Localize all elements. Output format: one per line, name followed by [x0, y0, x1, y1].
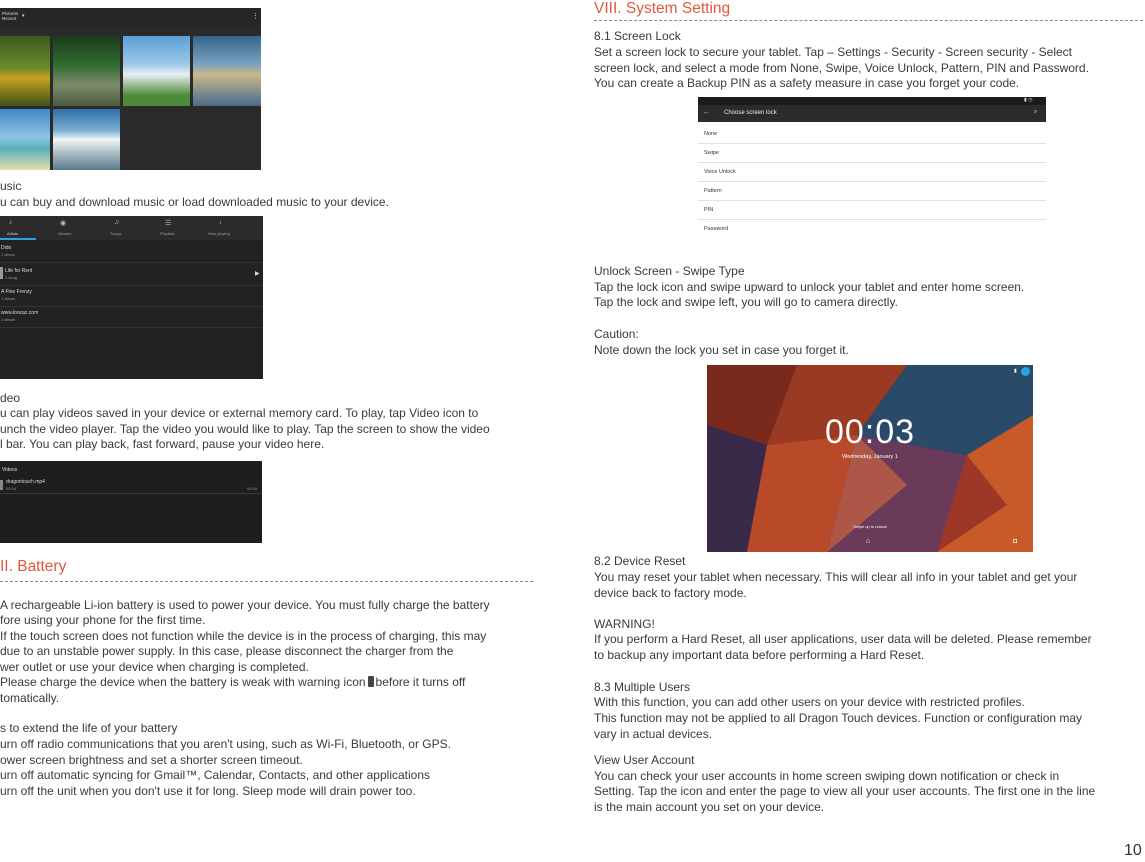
reset-text-line: You may reset your tablet when necessary. This will clear all info in your tablet and get your [594, 570, 1078, 584]
battery-divider [0, 581, 533, 582]
status-icons: ▮ ◷ [1024, 97, 1033, 103]
video-text-line: unch the video player. Tap the video you would like to play. Tap the screen to show the video [0, 422, 490, 436]
video-item-duration: 00:04 [247, 486, 258, 491]
music-tab-playlists[interactable] [152, 216, 188, 240]
battery-text-line: A rechargeable Li-ion battery is used to power your device. You must fully charge the battery [0, 598, 490, 612]
battery-warning-text: Please charge the device when the battery is weak with warning icon [0, 675, 366, 689]
status-bar [698, 97, 1046, 105]
lock-option-label: None [704, 131, 718, 137]
warning-text-line: If you perform a Hard Reset, all user applications, user data will be deleted. Please remember [594, 632, 1092, 646]
lock-icon[interactable]: ⌂ [866, 538, 871, 545]
battery-tips-title: s to extend the life of your battery [0, 721, 178, 735]
users-text-line: vary in actual devices. [594, 727, 713, 741]
choose-lock-screenshot [698, 97, 1046, 241]
music-item-sub: 1 album [1, 296, 16, 301]
music-tab-songs[interactable] [100, 216, 136, 240]
choose-lock-title: Choose screen lock [724, 110, 777, 116]
users-text-line: This function may not be applied to all Dragon Touch devices. Function or configuration may [594, 711, 1083, 725]
album-art-icon [0, 267, 3, 279]
camera-icon[interactable]: ◘ [1013, 538, 1018, 545]
status-icons: ▮ [1014, 368, 1017, 374]
caution-heading: Caution: [594, 327, 639, 341]
screen-lock-heading: 8.1 Screen Lock [594, 29, 681, 43]
music-item-sub: 1 album [1, 252, 16, 257]
lock-option-label: Voice Unlock [704, 169, 736, 175]
system-setting-heading [594, 0, 730, 18]
lock-option-label: Pattern [704, 188, 722, 194]
gallery-screenshot [0, 8, 261, 170]
video-item-title: dragontouch.mp4 [6, 479, 45, 485]
music-item-title: www.loozaz.com [1, 310, 39, 316]
video-screen-title: Videos [2, 467, 18, 473]
video-screenshot [0, 461, 262, 543]
system-setting-num: VIII. [594, 0, 622, 17]
lock-hint: Swipe up to unlock [853, 524, 887, 529]
screen-lock-text-line: screen lock, and select a mode from None, Swipe, Voice Unlock, Pattern, PIN and Password. [594, 61, 1089, 75]
music-tab-label: Albums [58, 231, 72, 236]
screen-lock-text-line: You can create a Backup PIN as a safety measure in case you forget your code. [594, 76, 1020, 90]
lock-option[interactable] [698, 200, 1046, 220]
music-list-item[interactable] [0, 263, 263, 286]
battery-tip: urn off the unit when you don't use it for long. Sleep mode will drain power too. [0, 784, 416, 798]
user-account-icon[interactable] [1021, 367, 1030, 376]
lock-date: Wednesday, January 1 [842, 454, 898, 460]
music-item-title: Dido [1, 245, 12, 251]
caution-text: Note down the lock you set in case you forget it. [594, 343, 849, 357]
lock-option[interactable] [698, 162, 1046, 182]
battery-tip: ower screen brightness and set a shorter screen timeout. [0, 753, 303, 767]
users-heading: 8.3 Multiple Users [594, 680, 691, 694]
music-list-item[interactable] [0, 307, 263, 328]
overflow-menu-icon[interactable]: ⋮ [252, 13, 259, 20]
video-item-sub: 00:04 [6, 486, 17, 491]
back-arrow-icon[interactable]: ← [703, 109, 710, 116]
music-tab-albums[interactable] [48, 216, 84, 240]
video-heading: deo [0, 391, 21, 405]
lock-option[interactable] [698, 219, 1046, 238]
music-list-item[interactable] [0, 286, 263, 307]
photo-tile-path[interactable] [53, 36, 120, 106]
battery-warning-icon [368, 676, 374, 687]
battery-tip: urn off automatic syncing for Gmail™, Calendar, Contacts, and other applications [0, 768, 431, 782]
battery-text-line: tomatically. [0, 691, 60, 705]
lock-option[interactable] [698, 143, 1046, 163]
page-number: 10 [1124, 842, 1142, 859]
music-screenshot [0, 216, 263, 379]
system-setting-title: System Setting [621, 0, 731, 17]
battery-tip: urn off radio communications that you aren't using, such as Wi-Fi, Bluetooth, or GPS. [0, 737, 451, 751]
warning-heading: WARNING! [594, 617, 655, 631]
battery-text-line: fore using your phone for the first time. [0, 613, 206, 627]
swipe-text-line: Tap the lock icon and swipe upward to unlock your tablet and enter home screen. [594, 280, 1025, 294]
battery-text-line: If the touch screen does not function while the device is in the process of charging, this may [0, 629, 487, 643]
play-icon[interactable]: ▶ [255, 271, 260, 277]
battery-heading-num: II. [0, 558, 13, 575]
note-icon: ♫ [114, 219, 120, 226]
search-icon[interactable]: ⌕ [1034, 109, 1038, 115]
battery-warning-tail: before it turns off [375, 675, 466, 689]
music-heading: usic [0, 179, 22, 193]
music-tab-artists[interactable] [0, 216, 36, 240]
music-tab-label: Playlists [160, 231, 175, 236]
music-tab-bar [0, 216, 263, 240]
music-item-sub: 1 album [1, 317, 16, 322]
swipe-text-line: Tap the lock and swipe left, you will go to camera directly. [594, 295, 898, 309]
reset-heading: 8.2 Device Reset [594, 554, 686, 568]
swipe-heading: Unlock Screen - Swipe Type [594, 264, 745, 278]
video-text-line: u can play videos saved in your device or external memory card. To play, tap Video icon to [0, 406, 479, 420]
photo-tile-mountain[interactable] [53, 109, 120, 170]
photo-tile-lake[interactable] [193, 36, 261, 106]
mic-icon: ♪ [9, 219, 13, 226]
photo-tile-sky[interactable] [123, 36, 190, 106]
battery-text-line: due to an unstable power supply. In this case, please disconnect the charger from the [0, 644, 454, 658]
account-text-line: You can check your user accounts in home screen swiping down notification or check in [594, 769, 1060, 783]
headphones-icon: ♩ [219, 219, 226, 226]
lock-clock: 00:03 [824, 413, 916, 451]
lock-option-label: Password [704, 226, 729, 232]
music-item-sub: 1 song [5, 275, 18, 280]
album-icon: ◉ [60, 220, 67, 227]
music-list-item[interactable] [0, 242, 263, 263]
gallery-header [0, 8, 261, 26]
battery-heading [0, 558, 66, 576]
battery-text-line: wer outlet or use your device when charging is completed. [0, 660, 309, 674]
music-item-title: Life for Rent [5, 268, 33, 274]
lock-option[interactable] [698, 124, 1046, 144]
music-item-title: A Fine Frenzy [1, 289, 32, 295]
lock-screen-screenshot [707, 365, 1033, 552]
music-tab-now-playing[interactable] [204, 216, 244, 240]
warning-text-line: to backup any important data before performing a Hard Reset. [594, 648, 925, 662]
photo-tile-flower[interactable] [0, 36, 50, 106]
users-text-line: With this function, you can add other users on your device with restricted profiles. [594, 695, 1025, 709]
music-tab-label: Now playing [208, 231, 230, 236]
music-tab-label: Artists [7, 231, 19, 236]
list-icon: ☰ [165, 220, 172, 227]
account-text-line: is the main account you set on your device. [594, 800, 825, 814]
video-list-item[interactable] [0, 477, 262, 494]
lock-option-label: Swipe [704, 150, 719, 156]
screen-lock-text-line: Set a screen lock to secure your tablet. Tap – Settings - Security - Screen security - Select [594, 45, 1072, 59]
music-tab-label: Songs [110, 231, 122, 236]
video-text-line: l bar. You can play back, fast forward, pause your video here. [0, 437, 325, 451]
battery-heading-text: Battery [12, 558, 67, 575]
lock-option-label: PIN [704, 207, 714, 213]
account-text-line: Setting. Tap the icon and enter the page to view all your user accounts. The first one in the line [594, 784, 1096, 798]
system-setting-divider [594, 20, 1143, 21]
reset-text-line: device back to factory mode. [594, 586, 747, 600]
music-text-line: u can buy and download music or load downloaded music to your device. [0, 195, 389, 209]
gallery-header-title: Pictures Recent [2, 11, 19, 21]
video-thumb-icon [0, 480, 3, 490]
battery-text-line [0, 675, 465, 691]
account-heading: View User Account [594, 753, 695, 767]
photo-tile-beach[interactable] [0, 109, 50, 170]
dropdown-icon: ▾ [22, 13, 25, 19]
choose-lock-toolbar [698, 105, 1046, 122]
lock-option[interactable] [698, 181, 1046, 201]
